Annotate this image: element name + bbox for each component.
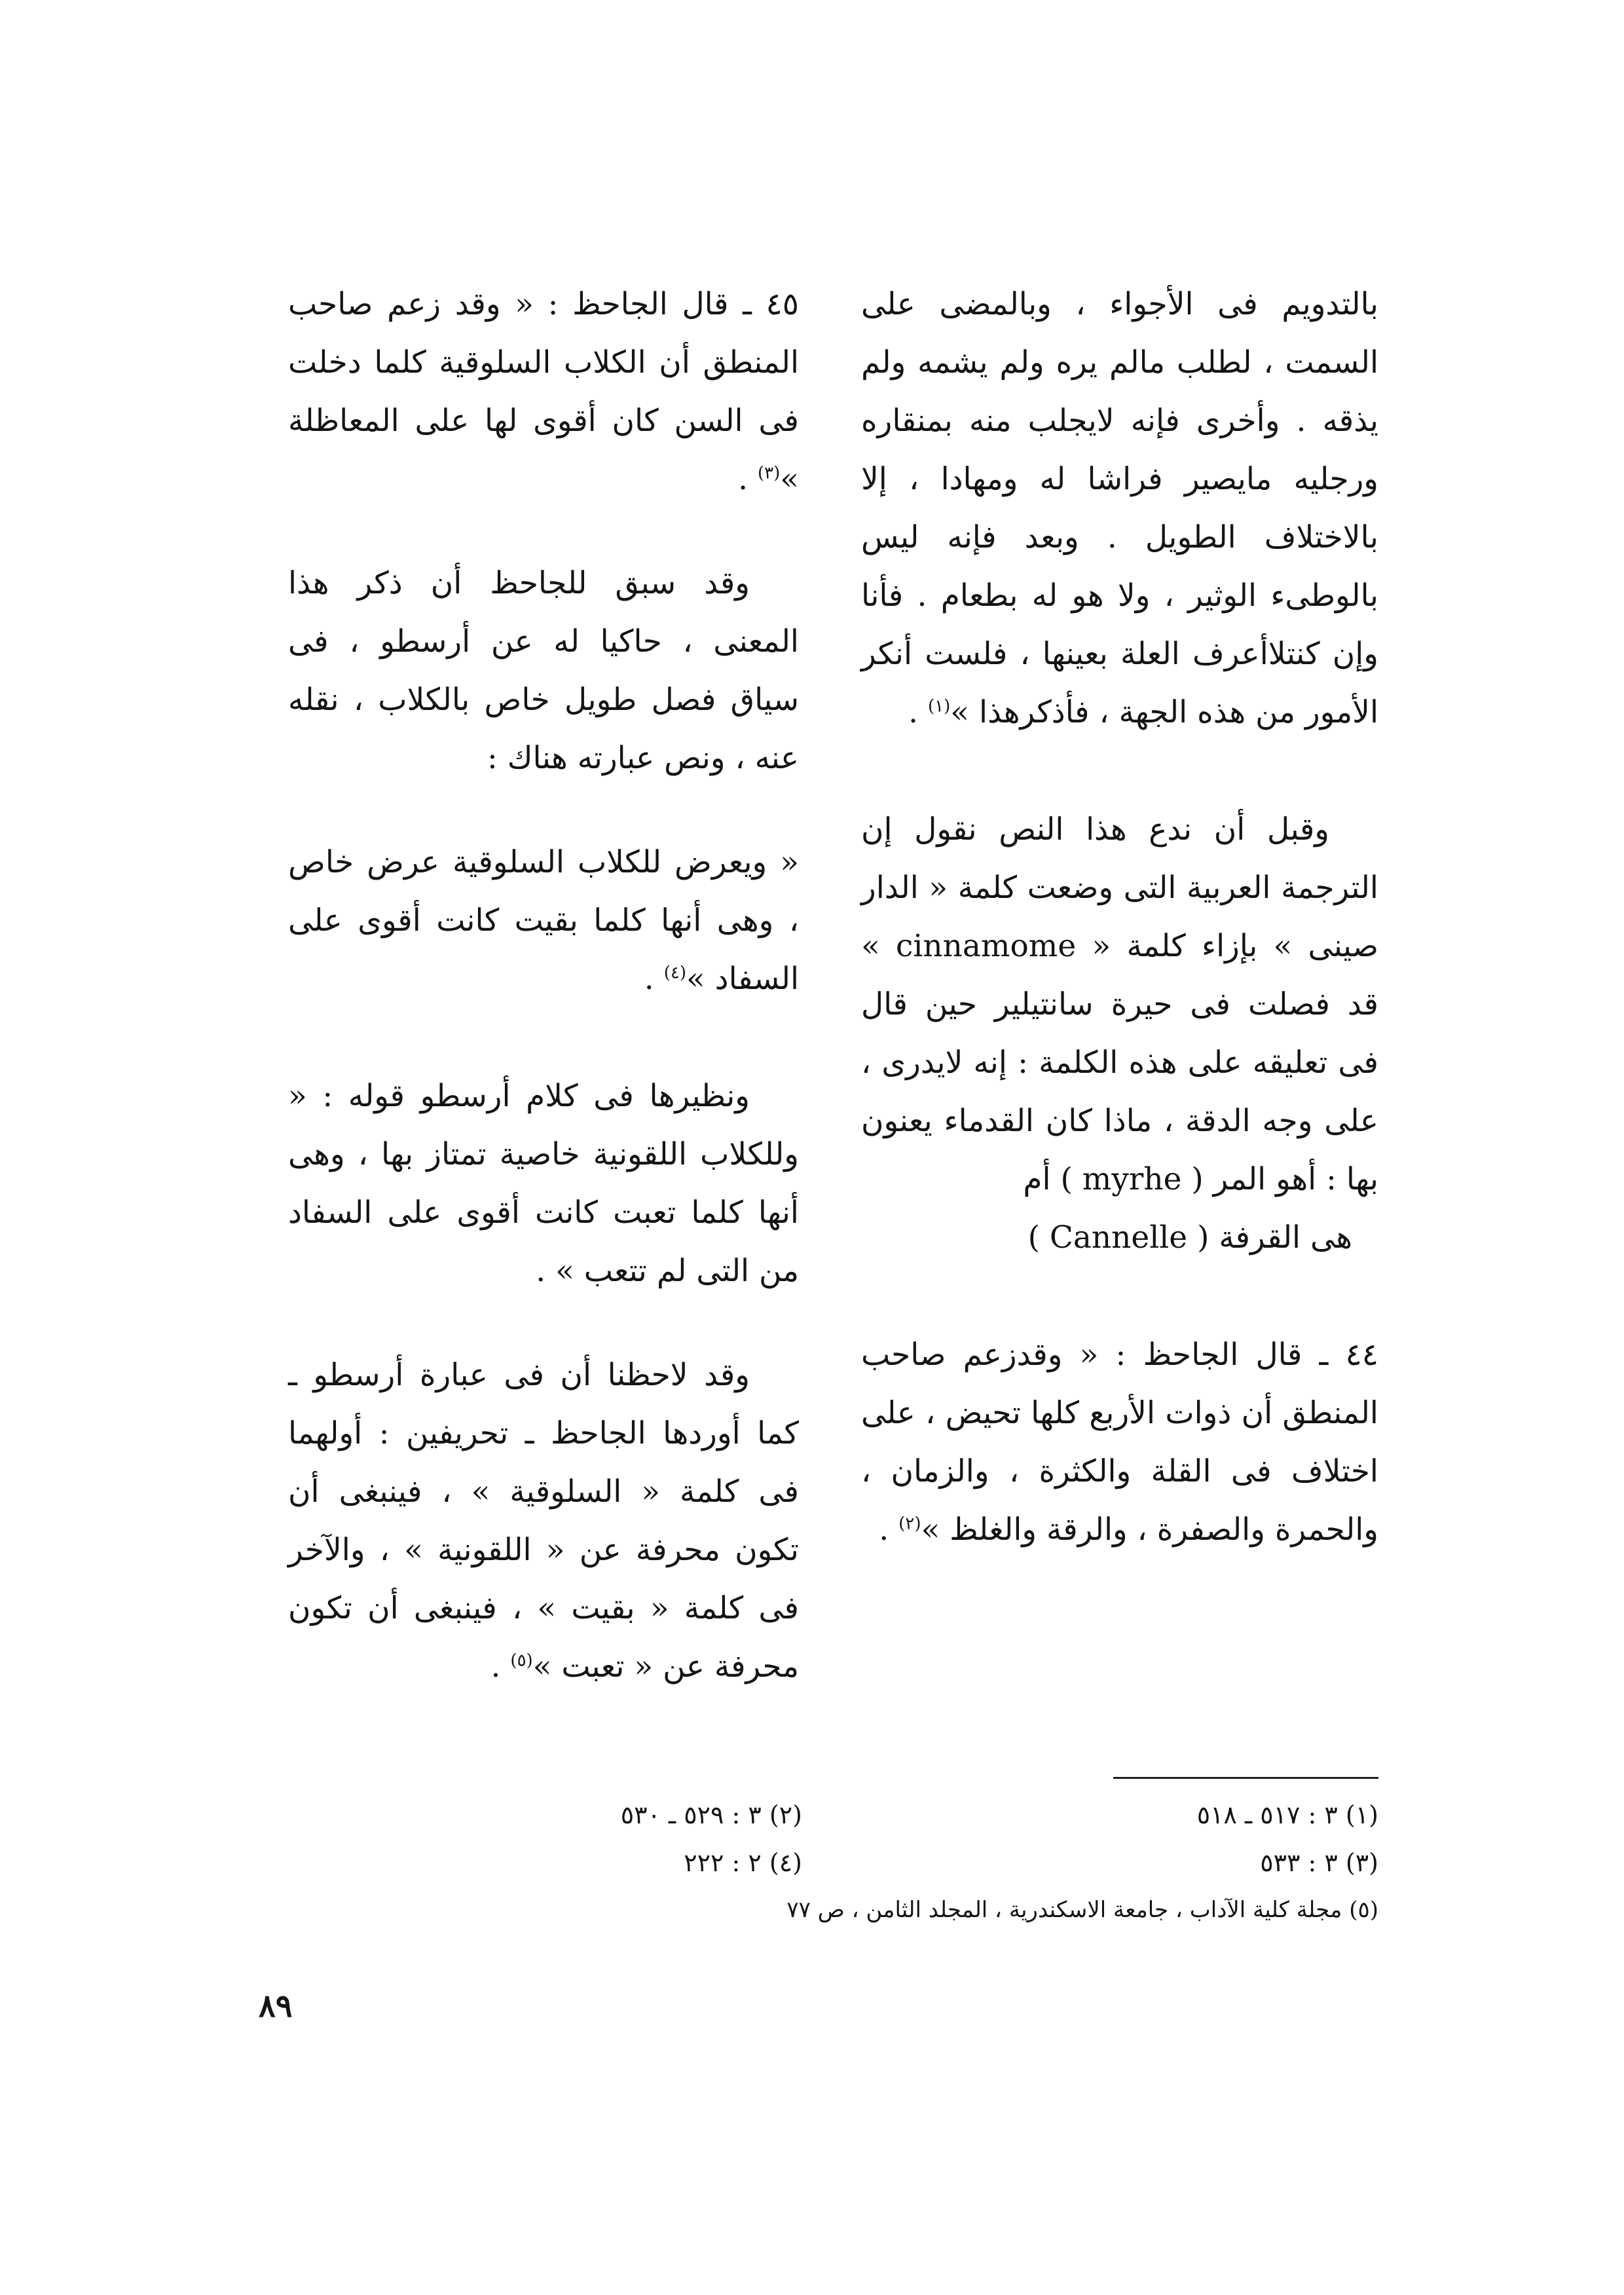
paragraph-text: وقد سبق للجاحظ أن ذكر هذا المعنى ، حاكيا له عن أرسطو ، فى سياق فصل طويل خاص بالكلاب ، نقله عنه ، ونص عبارته هناك : xyxy=(288,565,799,776)
paragraph-text: وقد لاحظنا أن فى عبارة أرسطو ـ كما أوردها الجاحظ ـ تحريفين : أولهما فى كلمة « السلوقية » ، فينبغى أن تكون محرفة عن « اللقونية » ، والآخر فى كلمة « بقيت » ، فينبغى أن تكون محرفة عن « تعبت » xyxy=(288,1357,799,1685)
left-column xyxy=(288,275,799,1696)
paragraph-text: « ويعرض للكلاب السلوقية عرض خاص ، وهى أنها كلما بقيت كانت أقوى على السفاد » xyxy=(288,844,799,997)
paragraph-text: ٤٥ ـ قال الجاحظ : « وقد زعم صاحب المنطق أن الكلاب السلوقية كلما دخلت فى السن كان أقوى لها على المعاظلة » xyxy=(288,286,799,497)
paragraph-comparison xyxy=(288,1067,799,1300)
paragraph-text: هى القرفة ( Cannelle ) xyxy=(1027,1220,1352,1256)
footnote-1: (١) ٣ : ٥١٧ ـ ٥١٨ xyxy=(1196,1801,1378,1829)
paragraph-aristotle-source xyxy=(288,554,799,787)
footnote-ref: (٤) xyxy=(663,963,686,983)
footnote-ref: (١) xyxy=(927,696,951,717)
footnote-ref: (٢) xyxy=(898,1514,921,1534)
paragraph-last-line xyxy=(861,1208,1378,1267)
paragraph-pigeon-nest: بالتدويم فى الأجواء ، وبالمضى على السمت ، لطلب مالم يره ولم يشمه ولم يذقه . وأخرى فإنه لايجلب منه بمنقاره ورجليه مايصير فراشا له ومهادا ، إلا بالاختلاف الطويل . وبعد فإنه ليس بالوطىء الوثير ، ولا هو له بطعام . فأنا وإن كنتلاأعرف العلة بعينها ، فلست أنكر الأمور من هذه الجهة ، فأذكرهذا »$^{(١)}$ . xyxy=(861,286,1378,730)
paragraph-text: ٤٤ ـ قال الجاحظ : « وقدزعم صاحب المنطق أن ذوات الأربع كلها تحيض ، على اختلاف فى القلة والكثرة ، والزمان ، والحمرة والصفرة ، والرقة والغلظ » xyxy=(861,1337,1378,1548)
paragraph-quote: « ويعرض للكلاب السلوقية عرض خاص ، وهى أنها كلما بقيت كانت أقوى على السفاد »$^{(٤)}$ . xyxy=(288,844,799,997)
page-number: ٨٩ xyxy=(259,1988,293,2024)
paragraph-text: وقبل أن ندع هذا النص نقول إن الترجمة العربية التى وضعت كلمة « الدار صينى » بإزاء كلمة « cinnamome » قد فصلت فى حيرة سانتيلير حين قال فى تعليقه على هذه الكلمة : إنه لايدرى ، على وجه الدقة ، ماذا كان القدماء يعنون بها : أهو المر ( myrhe ) أم xyxy=(861,812,1378,1197)
paragraph-translation-note xyxy=(861,800,1378,1208)
paragraph-text: بالتدويم فى الأجواء ، وبالمضى على السمت ، لطلب مالم يره ولم يشمه ولم يذقه . وأخرى فإنه لايجلب منه بمنقاره ورجليه مايصير فراشا له ومهادا ، إلا بالاختلاف الطويل . وبعد فإنه ليس بالوطىء الوثير ، ولا هو له بطعام . فأنا وإن كنتلاأعرف العلة بعينها ، فلست أنكر الأمور من هذه الجهة ، فأذكرهذا » xyxy=(861,286,1378,730)
footnote-ref: (٥) xyxy=(510,1651,533,1671)
paragraph-distortions: وقد لاحظنا أن فى عبارة أرسطو ـ كما أوردها الجاحظ ـ تحريفين : أولهما فى كلمة « السلوقية » ، فينبغى أن تكون محرفة عن « اللقونية » ، والآخر فى كلمة « بقيت » ، فينبغى أن تكون محرفة عن « تعبت »$^{(٥)}$ . xyxy=(288,1357,799,1685)
footnote-divider xyxy=(1113,1777,1378,1779)
paragraph-45: ٤٥ ـ قال الجاحظ : « وقد زعم صاحب المنطق أن الكلاب السلوقية كلما دخلت فى السن كان أقوى لها على المعاظلة »$^{(٣)}$ . xyxy=(288,286,799,497)
footnote-4: (٤) ٢ : ٢٢٢ xyxy=(684,1848,802,1877)
paragraph-44: ٤٤ ـ قال الجاحظ : « وقدزعم صاحب المنطق أن ذوات الأربع كلها تحيض ، على اختلاف فى القلة والكثرة ، والزمان ، والحمرة والصفرة ، والرقة والغلظ »$^{(٢)}$ . xyxy=(861,1337,1378,1548)
right-column xyxy=(861,275,1378,1559)
footnote-3: (٣) ٣ : ٥٣٣ xyxy=(1260,1848,1378,1877)
footnote-2: (٢) ٣ : ٥٢٩ ـ ٥٣٠ xyxy=(620,1801,802,1829)
footnote-ref: (٣) xyxy=(757,463,781,483)
footnote-5: (٥) مجلة كلية الآداب ، جامعة الاسكندرية ، المجلد الثامن ، ص ٧٧ xyxy=(786,1897,1378,1923)
paragraph-text: ونظيرها فى كلام أرسطو قوله : « وللكلاب اللقونية خاصية تمتاز بها ، وهى أنها كلما تعبت كانت أقوى على السفاد من التى لم تتعب » . xyxy=(288,1078,799,1289)
